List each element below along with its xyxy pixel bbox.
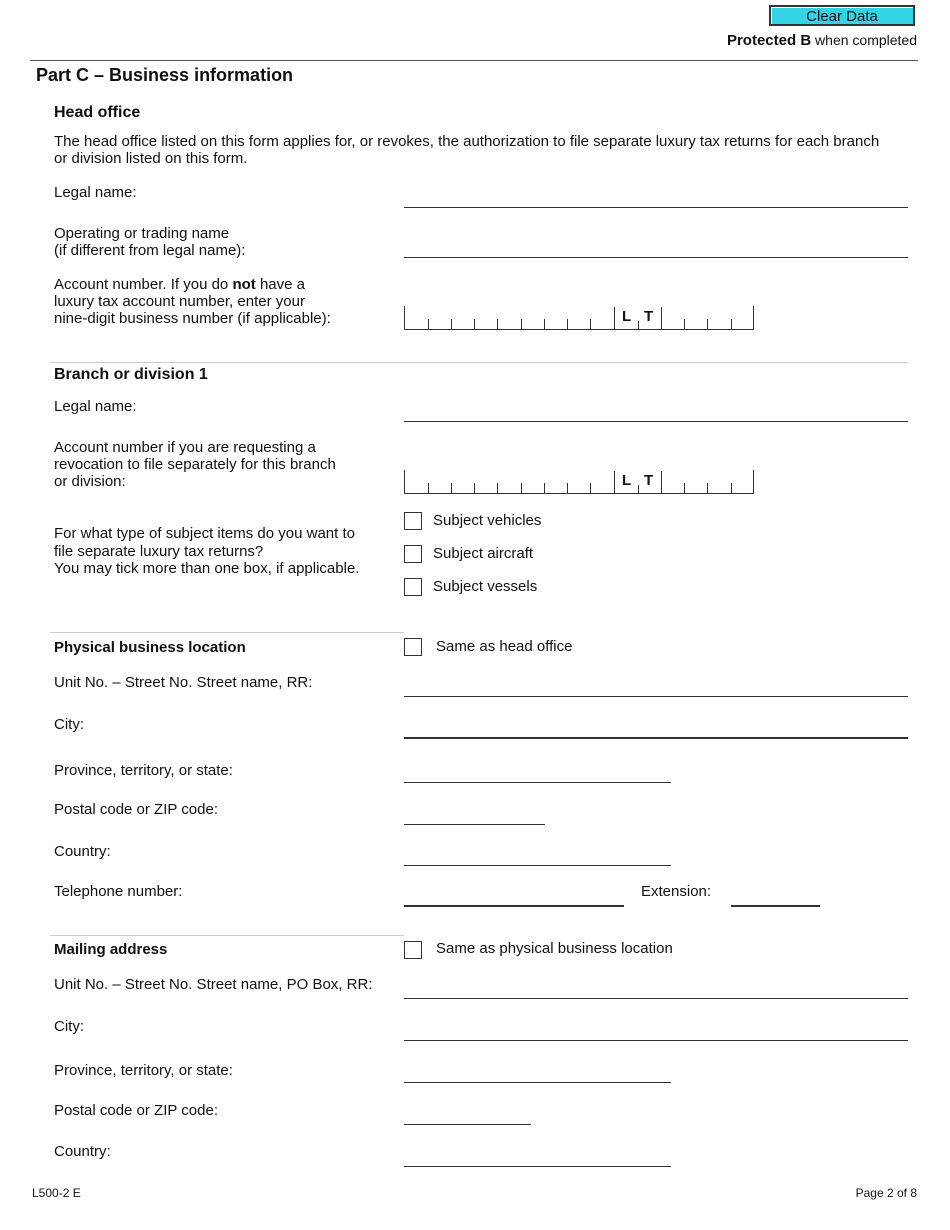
protected-notice	[727, 32, 917, 49]
subject-vessels-label: Subject vessels	[433, 578, 538, 595]
same-as-physical-checkbox[interactable]	[404, 941, 422, 959]
branch-account-label-line3: or division:	[54, 473, 126, 490]
head-account-label-line2: luxury tax account number, enter your	[54, 293, 305, 310]
physical-province-field[interactable]	[404, 782, 671, 783]
physical-street-label: Unit No. – Street No. Street name, RR:	[54, 674, 313, 691]
same-as-head-office-checkbox[interactable]	[404, 638, 422, 656]
mailing-province-label: Province, territory, or state:	[54, 1062, 233, 1079]
account-digit-divider	[638, 485, 639, 493]
protected-suffix: when completed	[811, 32, 917, 48]
account-digit-divider	[614, 471, 615, 493]
account-digit-divider	[567, 319, 568, 329]
account-digit-divider	[731, 319, 732, 329]
branch-account-label-line2: revocation to file separately for this branch	[54, 456, 336, 473]
physical-city-label: City:	[54, 716, 84, 733]
mailing-postal-field[interactable]	[404, 1124, 531, 1125]
subject-label-line3: You may tick more than one box, if applicable.	[54, 560, 360, 577]
same-as-head-office-label: Same as head office	[436, 638, 573, 655]
account-digit-divider	[474, 483, 475, 493]
branch-legal-name-field[interactable]	[404, 421, 908, 422]
account-digit-divider	[544, 319, 545, 329]
branch-legal-name-label: Legal name:	[54, 398, 137, 415]
account-digit-divider	[451, 483, 452, 493]
mailing-city-field[interactable]	[404, 1040, 908, 1041]
account-digit-divider	[684, 483, 685, 493]
physical-country-label: Country:	[54, 843, 111, 860]
head-operating-label-line2: (if different from legal name):	[54, 242, 246, 259]
subject-aircraft-label: Subject aircraft	[433, 545, 534, 562]
physical-title: Physical business location	[54, 639, 246, 656]
physical-telephone-field[interactable]	[404, 905, 624, 907]
head-account-label-line3: nine-digit business number (if applicable):	[54, 310, 331, 327]
physical-postal-label: Postal code or ZIP code:	[54, 801, 218, 818]
form-id: L500-2 E	[32, 1186, 81, 1200]
header-rule	[30, 60, 918, 61]
page-number: Page 2 of 8	[855, 1186, 917, 1200]
account-digit-divider	[428, 319, 429, 329]
same-as-physical-label: Same as physical business location	[436, 940, 673, 957]
branch-title: Branch or division 1	[54, 366, 208, 383]
head-account-program-l: L	[622, 308, 632, 325]
head-account-label-not: not	[232, 276, 256, 293]
head-operating-name-label	[54, 225, 245, 259]
head-operating-name-field[interactable]	[404, 257, 908, 258]
protected-b-label: Protected B	[726, 32, 812, 49]
subject-label-line1: For what type of subject items do you want to	[54, 525, 355, 542]
account-digit-divider	[614, 307, 615, 329]
mailing-country-field[interactable]	[404, 1166, 671, 1167]
head-office-paragraph: The head office listed on this form applies for, or revokes, the authorization to file separate luxury tax returns for each branch or division listed on this form.	[54, 133, 880, 167]
subject-items-label	[54, 525, 359, 578]
branch-separator	[50, 362, 908, 363]
subject-aircraft-checkbox[interactable]	[404, 545, 422, 563]
physical-separator	[50, 632, 404, 633]
account-digit-divider	[521, 319, 522, 329]
physical-extension-field[interactable]	[731, 905, 820, 907]
account-digit-divider	[661, 307, 662, 329]
head-office-title: Head office	[54, 104, 141, 121]
account-digit-divider	[638, 321, 639, 329]
mailing-separator	[50, 935, 404, 936]
account-digit-divider	[497, 483, 498, 493]
account-digit-divider	[451, 319, 452, 329]
head-legal-name-label: Legal name:	[54, 184, 137, 201]
part-title: Part C – Business information	[36, 65, 294, 85]
branch-account-program-t: T	[644, 472, 654, 489]
account-digit-divider	[567, 483, 568, 493]
head-operating-label-line1: Operating or trading name	[54, 225, 230, 242]
account-digit-divider	[661, 471, 662, 493]
account-digit-divider	[707, 483, 708, 493]
physical-extension-label: Extension:	[641, 883, 712, 900]
physical-country-field[interactable]	[404, 865, 671, 866]
physical-telephone-label: Telephone number:	[54, 883, 183, 900]
mailing-city-label: City:	[54, 1018, 84, 1035]
subject-vehicles-checkbox[interactable]	[404, 512, 422, 530]
subject-label-line2: file separate luxury tax returns?	[54, 542, 264, 560]
head-account-number-field[interactable]	[404, 306, 754, 330]
head-account-label	[54, 276, 331, 327]
mailing-street-field[interactable]	[404, 998, 908, 999]
mailing-postal-label: Postal code or ZIP code:	[54, 1102, 218, 1119]
branch-account-program-l: L	[622, 472, 632, 489]
account-digit-divider	[474, 319, 475, 329]
account-digit-divider	[590, 319, 591, 329]
clear-data-button[interactable]: Clear Data	[769, 5, 915, 26]
head-account-label-line1	[54, 276, 331, 293]
account-digit-divider	[497, 319, 498, 329]
subject-vehicles-label: Subject vehicles	[433, 512, 542, 529]
head-account-label-part1: Account number. If you do	[54, 276, 233, 293]
account-digit-divider	[544, 483, 545, 493]
head-account-program-t: T	[644, 308, 654, 325]
physical-province-label: Province, territory, or state:	[54, 762, 233, 779]
head-account-label-part3: have a	[255, 276, 305, 293]
mailing-country-label: Country:	[54, 1143, 111, 1160]
mailing-province-field[interactable]	[404, 1082, 671, 1083]
mailing-street-label: Unit No. – Street No. Street name, PO Box, RR:	[54, 976, 373, 993]
account-digit-divider	[521, 483, 522, 493]
account-digit-divider	[731, 483, 732, 493]
physical-postal-field[interactable]	[404, 824, 545, 825]
mailing-title: Mailing address	[54, 941, 168, 958]
physical-street-field[interactable]	[404, 696, 908, 697]
account-digit-divider	[707, 319, 708, 329]
physical-city-field[interactable]	[404, 737, 908, 739]
branch-account-number-field[interactable]	[404, 470, 754, 494]
branch-account-label-line1: Account number if you are requesting a	[54, 439, 316, 456]
account-digit-divider	[684, 319, 685, 329]
branch-account-label	[54, 439, 336, 490]
account-digit-divider	[428, 483, 429, 493]
head-legal-name-field[interactable]	[404, 207, 908, 208]
account-digit-divider	[590, 483, 591, 493]
subject-vessels-checkbox[interactable]	[404, 578, 422, 596]
